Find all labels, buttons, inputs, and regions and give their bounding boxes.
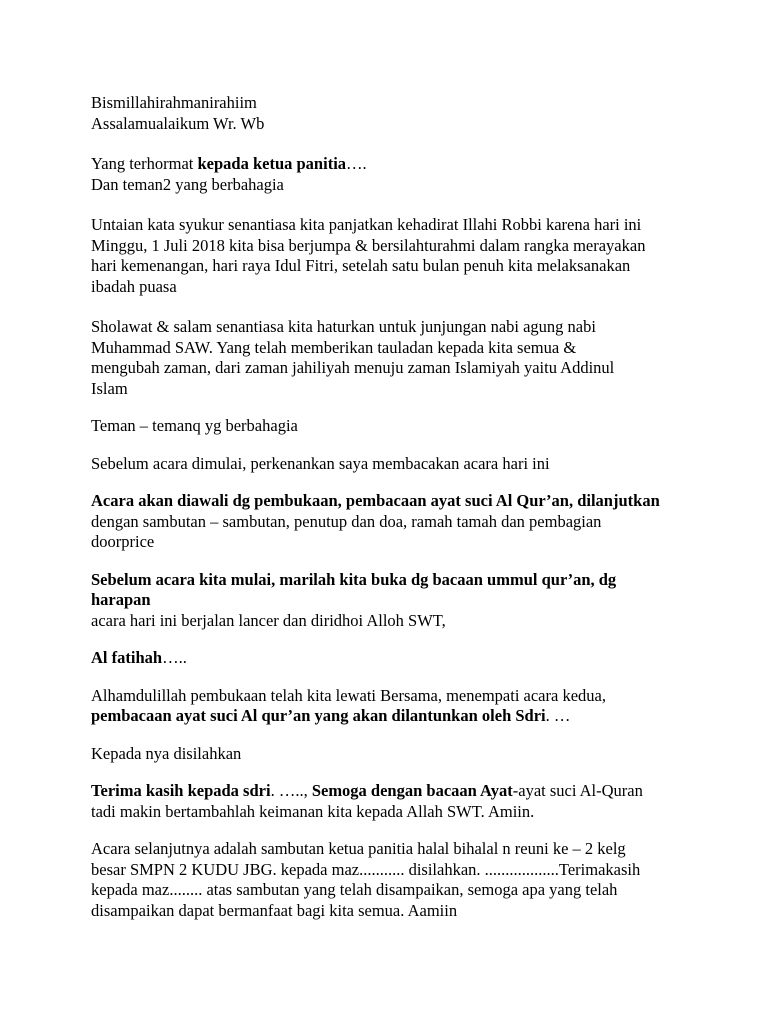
sebelum-paragraph: Sebelum acara dimulai, perkenankan saya membacakan acara hari ini (91, 453, 550, 473)
terima-kasih-bold-2: Semoga dengan bacaan Ayat (311, 781, 513, 800)
sambutan-line-4: disampaikan dapat bermanfaat bagi kita semua. Aamiin (91, 900, 458, 920)
terima-kasih-mid: . ….., (270, 781, 312, 800)
sholawat-line-1: Sholawat & salam senantiasa kita haturkan untuk junjungan nabi agung nabi (91, 317, 596, 336)
address-line-1 (91, 154, 679, 175)
acara-line-2: dengan sambutan – sambutan, penutup dan doa, ramah tamah dan pembagian (91, 511, 602, 531)
sambutan-line-3: kepada maz........ atas sambutan yang telah disampaikan, semoga apa yang telah (91, 880, 618, 899)
address-paragraph (91, 154, 679, 195)
mulai-paragraph (91, 570, 679, 632)
terima-kasih-paragraph (91, 781, 679, 822)
fatihah-tail: ….. (162, 648, 187, 667)
alhamdulillah-paragraph (91, 686, 679, 727)
document-page (91, 93, 679, 921)
sholawat-line-4: Islam (91, 378, 128, 398)
mulai-line-2: acara hari ini berjalan lancer dan diridhoi Alloh SWT, (91, 610, 446, 630)
address-lead-bold: kepada ketua panitia (197, 154, 347, 173)
alhamdulillah-line-2-bold: pembacaan ayat suci Al qur’an yang akan dilantunkan oleh Sdri (91, 706, 546, 725)
address-lead-tail: …. (346, 154, 367, 173)
alhamdulillah-line-2-tail: . … (545, 706, 571, 725)
syukur-line-4: ibadah puasa (91, 276, 177, 296)
terima-kasih-line-2: tadi makin bertambahlah keimanan kita kepada Allah SWT. Amiin. (91, 801, 535, 821)
opening-greeting (91, 93, 679, 134)
sholawat-line-3: mengubah zaman, dari zaman jahiliyah menuju zaman Islamiyah yaitu Addinul (91, 358, 615, 377)
sambutan-paragraph (91, 839, 679, 921)
sholawat-line-2: Muhammad SAW. Yang telah memberikan tauladan kepada kita semua & (91, 337, 577, 357)
sambutan-line-1: Acara selanjutnya adalah sambutan ketua panitia halal bihalal n reuni ke – 2 kelg (91, 839, 626, 858)
kepada-paragraph: Kepada nya disilahkan (91, 743, 242, 763)
salam-line: Assalamualaikum Wr. Wb (91, 113, 265, 133)
terima-kasih-line-1 (91, 781, 679, 802)
alhamdulillah-line-1: Alhamdulillah pembukaan telah kita lewati Bersama, menempati acara kedua, (91, 685, 606, 705)
syukur-line-3: hari kemenangan, hari raya Idul Fitri, setelah satu bulan penuh kita melaksanakan (91, 256, 631, 275)
alhamdulillah-line-2 (91, 706, 679, 727)
address-line-2: Dan teman2 yang berbahagia (91, 174, 284, 194)
sholawat-paragraph (91, 317, 679, 399)
acara-paragraph (91, 491, 679, 553)
sambutan-line-2: besar SMPN 2 KUDU JBG. kepada maz........... disilahkan. ..................Terimakasih (91, 859, 641, 879)
fatihah-bold: Al fatihah (91, 648, 163, 667)
acara-line-1: Acara akan diawali dg pembukaan, pembacaan ayat suci Al Qur’an, dilanjutkan (91, 491, 660, 510)
syukur-line-1: Untaian kata syukur senantiasa kita panjatkan kehadirat Illahi Robbi karena hari ini (91, 215, 642, 234)
syukur-line-2: Minggu, 1 Juli 2018 kita bisa berjumpa & bersilahturahmi dalam rangka merayakan (91, 235, 646, 255)
address-lead: Yang terhormat (91, 154, 198, 173)
mulai-line-1: Sebelum acara kita mulai, marilah kita buka dg bacaan ummul qur’an, dg harapan (91, 569, 617, 609)
terima-kasih-bold: Terima kasih kepada sdri (91, 781, 271, 800)
fatihah-paragraph (91, 648, 679, 669)
terima-kasih-tail: -ayat suci Al-Quran (512, 781, 643, 800)
acara-line-3: doorprice (91, 532, 155, 551)
basmalah-line: Bismillahirahmanirahiim (91, 93, 257, 112)
syukur-paragraph (91, 215, 679, 297)
teman-paragraph: Teman – temanq yg berbahagia (91, 416, 298, 435)
